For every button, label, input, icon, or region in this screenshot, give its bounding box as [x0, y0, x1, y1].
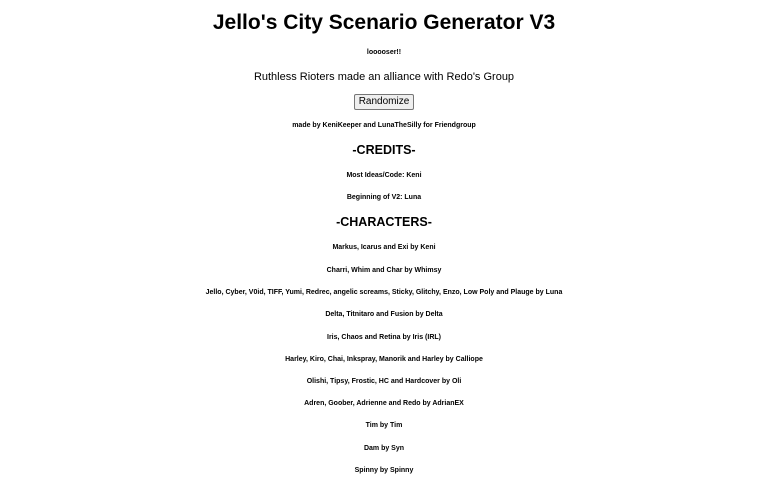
- credit-item: Beginning of V2: Luna: [346, 194, 422, 201]
- character-item: Olishi, Tipsy, Frostic, HC and Hardcover by Oli: [306, 378, 462, 385]
- character-item: Tim by Tim: [365, 422, 403, 429]
- characters-heading: -CHARACTERS-: [336, 215, 432, 229]
- credits-heading: -CREDITS-: [352, 143, 416, 157]
- made-by-text: made by KeniKeeper and LunaTheSilly for Friendgroup: [292, 122, 476, 129]
- status-text: looooser!!: [366, 49, 402, 56]
- character-item: Jello, Cyber, V0id, TIFF, Yumi, Redrec, angelic screams, Sticky, Glitchy, Enzo, Low Poly and Plauge by Luna: [205, 289, 563, 296]
- character-item: Iris, Chaos and Retina by Iris (IRL): [327, 334, 441, 341]
- character-item: Spinny by Spinny: [354, 467, 414, 474]
- character-item: Markus, Icarus and Exi by Keni: [332, 244, 436, 251]
- character-item: Delta, Titnitaro and Fusion by Delta: [325, 311, 443, 318]
- character-item: Adren, Goober, Adrienne and Redo by AdrianEX: [304, 400, 464, 407]
- scenario-text: Ruthless Rioters made an alliance with Redo's Group: [253, 71, 515, 83]
- character-item: Charri, Whim and Char by Whimsy: [326, 267, 442, 274]
- randomize-button[interactable]: Randomize: [354, 94, 415, 110]
- credit-item: Most Ideas/Code: Keni: [346, 172, 422, 179]
- character-item: Dam by Syn: [363, 445, 405, 452]
- page-title: Jello's City Scenario Generator V3: [212, 11, 556, 34]
- button-row: [0, 91, 768, 107]
- character-item: Harley, Kiro, Chai, Inkspray, Manorik and Harley by Calliope: [285, 356, 483, 363]
